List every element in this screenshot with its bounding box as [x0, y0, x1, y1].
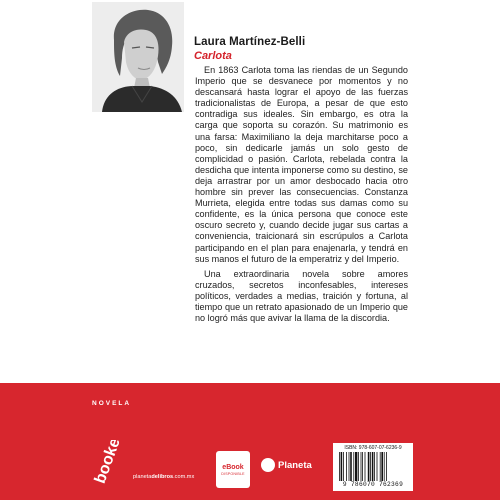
genre-label: NOVELA [92, 400, 132, 407]
website-bold: delibros [151, 474, 174, 480]
barcode-icon [339, 452, 407, 481]
book-title: Carlota [194, 50, 232, 62]
publisher-name: Planeta [278, 460, 312, 471]
barcode-box [333, 443, 413, 491]
author-photo [92, 2, 184, 112]
author-portrait-illustration [92, 2, 184, 112]
synopsis-paragraph-2: Una extraordinaria novela sobre amores cruzados, secretos inconfesables, intereses políticos, verdades a medias, traición y fortuna, al tiempo que un retrato apasionado de un Imperio que no logró más que avivar la llama de la discordia. [195, 268, 408, 324]
author-name: Laura Martínez-Belli [194, 36, 306, 48]
website-prefix: planeta [133, 474, 152, 480]
barcode-digits: 9 786070 762369 [342, 481, 404, 488]
svg-text:booket: booket [91, 440, 126, 486]
website-url [133, 474, 194, 480]
synopsis-text [195, 65, 408, 324]
booket-logo-icon [91, 440, 131, 490]
ebook-badge [216, 451, 250, 488]
booket-logo [91, 440, 131, 490]
isbn-text: ISBN: 978-607-07-6236-9 [344, 445, 402, 451]
ebook-sublabel: DISPONIBLE [221, 471, 245, 476]
ebook-label: eBook [222, 463, 244, 471]
planeta-globe-icon [261, 458, 275, 472]
planeta-logo [261, 452, 311, 480]
synopsis-paragraph-1: En 1863 Carlota toma las riendas de un Segundo Imperio que se desvanece por momentos y no descansará hasta lograr el apoyo de las fuerzas tradicionalistas de Europa, a pesar de que esto contradiga sus ideales. Sin embargo, es otra la carga que soporta su corazón. Su matrimonio es una farsa: Maximiliano la deja marchitarse poco a poco, sin dedicarle jamás un solo gesto de complicidad o pasión. Carlota, rebelada contra la desdicha que intenta imponerse como su destino, se deja arrastrar por un amor desbocado hacia otro hombre sin prever las consecuencias. Constanza Murrieta, elegida entre todas sus damas como su confidente, es la única persona que conoce este oscuro secreto y, cuando decide jugar sus cartas a conveniencia, traicionará sin escrúpulos a Carlota participando en el plan para enajenarla, y tendrá en sus manos el futuro de la emperatriz y del Imperio. [195, 65, 408, 264]
red-footer-band [0, 383, 500, 500]
website-suffix: .com.mx [173, 474, 195, 480]
